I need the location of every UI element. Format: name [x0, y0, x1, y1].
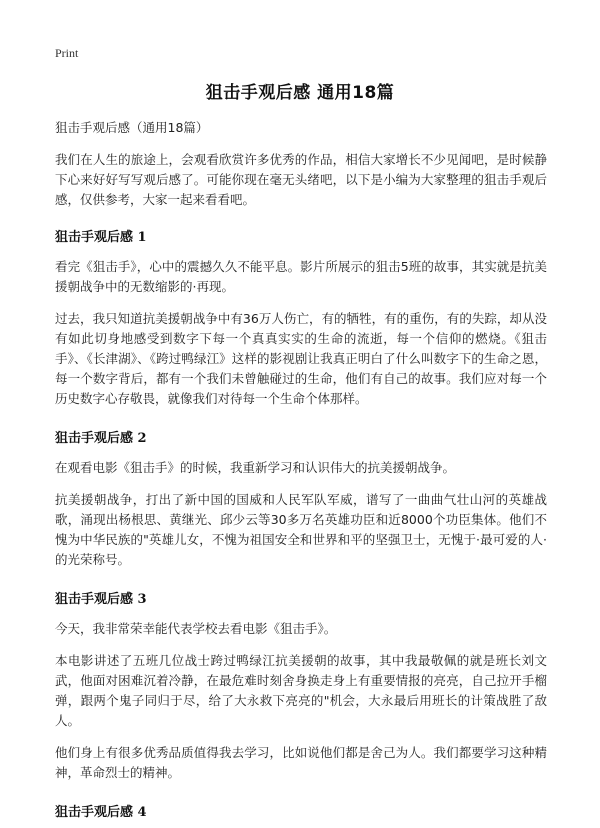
section-2-paragraph-2: 抗美援朝战争，打出了新中国的国威和人民军队军威，谱写了一曲曲气壮山河的英雄战歌，涌现出杨根思、黄继光、邱少云等30多万名英雄功臣和近8000个功臣集体。他们不愧为中华民族的"英雄儿女，不愧为祖国安全和世界和平的坚强卫士，无愧于·最可爱的人·的光荣称号。: [55, 492, 547, 567]
document-body: [55, 120, 547, 828]
section-3-paragraph-2: 本电影讲述了五班几位战士跨过鸭绿江抗美援朝的故事，其中我最敬佩的就是班长刘文武，他面对困难沉着冷静，在最危难时刻舍身换走身上有重要情报的亮亮，自己拉开手榴弹，跟两个鬼子同归于尽，给了大永救下亮亮的"机会，大永最后用班长的计策战胜了敌人。: [55, 653, 547, 728]
section-heading-1: 狙击手观后感 1: [55, 230, 147, 245]
document-subtitle: 狙击手观后感（通用18篇）: [55, 120, 209, 135]
section-1-paragraph-2: 过去，我只知道抗美援朝战争中有36万人伤亡，有的牺牲，有的重伤，有的失踪，却从没有如此切身地感受到数字下每一个真真实实的生命的流逝，每一个信仰的燃烧。《狙击手》、《长津湖》、《跨过鸭绿江》这样的影视剧让我真正明白了什么叫数字下的生命之恩，每一个数字背后，都有一个我们未曾触碰过的生命，他们有自己的故事。我们应对每一个历史数字心存敬畏，就像我们对待每一个生命个体那样。: [55, 311, 547, 406]
section-heading-2: 狙击手观后感 2: [55, 431, 147, 446]
section-3-paragraph-1: 今天，我非常荣幸能代表学校去看电影《狙击手》。: [55, 621, 337, 636]
print-label: Print: [55, 46, 79, 60]
section-2-paragraph-1: 在观看电影《狙击手》的时候，我重新学习和认识伟大的抗美援朝战争。: [55, 460, 456, 475]
document-title: 狙击手观后感 通用18篇: [205, 83, 395, 103]
section-heading-3: 狙击手观后感 3: [55, 592, 147, 607]
section-heading-4: 狙击手观后感 4: [55, 805, 147, 820]
intro-paragraph: 我们在人生的旅途上，会观看欣赏许多优秀的作品，相信大家增长不少见闻吧，是时候静下心来好好写写观后感了。可能你现在毫无头绪吧，以下是小编为大家整理的狙击手观后感，仅供参考，大家一起来看看吧。: [55, 152, 547, 207]
section-1-paragraph-1: 看完《狙击手》，心中的震撼久久不能平息。影片所展示的狙击5班的故事，其实就是抗美援朝战争中的无数缩影的·再现。: [55, 259, 547, 294]
section-3-paragraph-3: 他们身上有很多优秀品质值得我去学习，比如说他们都是舍己为人。我们都要学习这种精神，革命烈士的精神。: [55, 745, 547, 780]
